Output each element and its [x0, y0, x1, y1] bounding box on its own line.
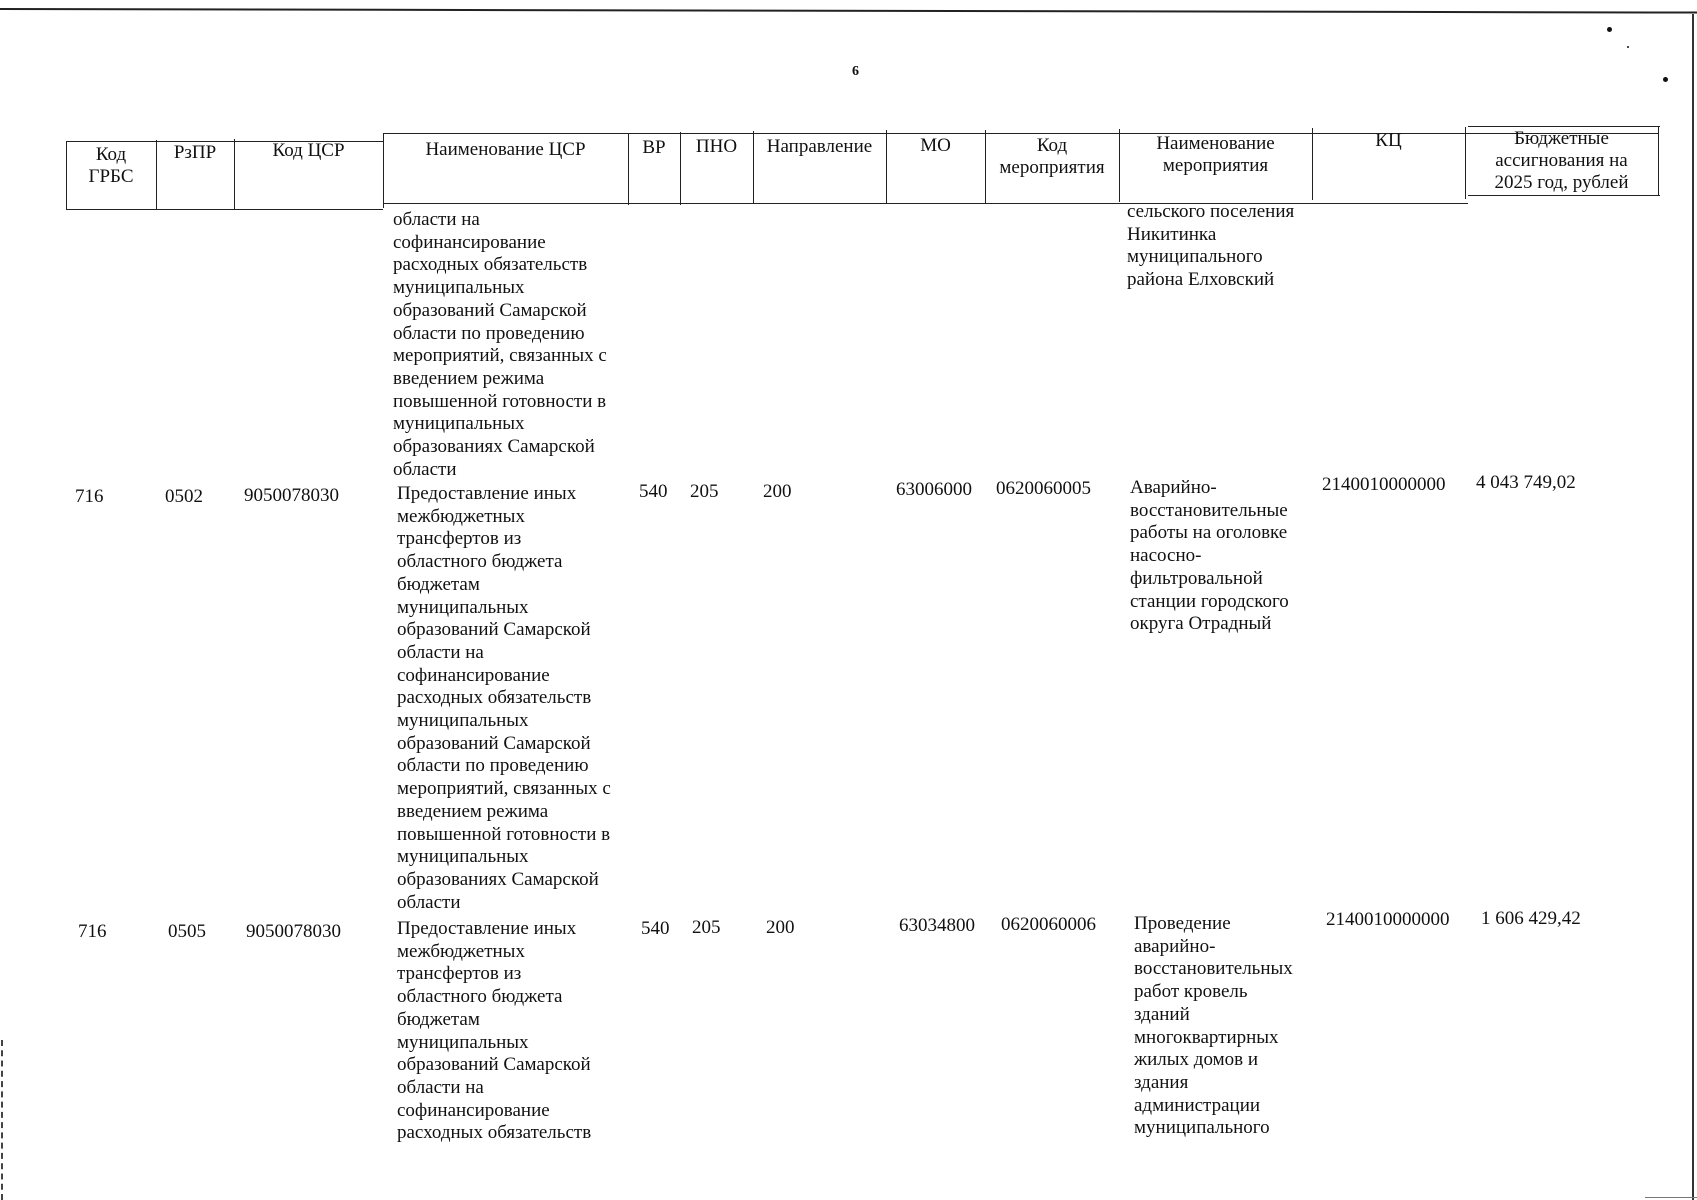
cell-event-code: 0620060005 — [996, 478, 1091, 499]
cell-mo: 63006000 — [896, 479, 972, 500]
scan-speck — [1627, 46, 1629, 48]
event-name-continuation: сельского поселения Никитинка муниципального района Елховский — [1127, 201, 1295, 291]
cell-kc: 2140010000000 — [1326, 909, 1450, 930]
header-budget: Бюджетные ассигнования на 2025 год, рублей — [1494, 128, 1629, 193]
csr-name-continuation: области на софинансирование расходных обязательств муниципальных образований Самарской области по проведению мероприятий, связанных с введением режима повышенной готовности в муниципальных образованиях Самарской области — [393, 209, 607, 480]
header-bottom-border — [1468, 195, 1660, 196]
cell-csr-name: Предоставление иных межбюджетных трансфертов из областного бюджета бюджетам муниципальных образований Самарской области на софинансирование расходных обязательств — [397, 918, 592, 1144]
cell-budget: 1 606 429,42 — [1481, 908, 1581, 929]
header-csr-name: Наименование ЦСР — [425, 139, 586, 160]
cell-event-code: 0620060006 — [1001, 914, 1096, 935]
scan-speck — [1607, 27, 1612, 32]
header-mo: МО — [920, 135, 951, 156]
cell-vr: 540 — [639, 481, 668, 502]
cell-pno: 205 — [690, 481, 719, 502]
header-bottom-border — [383, 203, 1468, 204]
scan-bottom-mark — [1645, 1197, 1697, 1198]
cell-grbs: 716 — [78, 921, 107, 942]
scan-top-edge — [0, 8, 1697, 14]
header-vr: ВР — [642, 137, 666, 158]
header-direction: Направление — [766, 136, 873, 157]
cell-rzpr: 0502 — [165, 486, 203, 507]
header-kc: КЦ — [1375, 130, 1402, 151]
header-rzpr: РзПР — [173, 142, 217, 163]
cell-event-name: Проведение аварийно- восстановительных работ кровель зданий многоквартирных жилых домов и здания администрации муниципального — [1134, 913, 1293, 1139]
header-csr-code: Код ЦСР — [272, 140, 345, 161]
cell-direction: 200 — [763, 481, 792, 502]
cell-csr-name: Предоставление иных межбюджетных трансфертов из областного бюджета бюджетам муниципальных образований Самарской области на софинансирование расходных обязательств муниципальных образований Самарской области по проведению мероприятий, связанных с введением режима повышенной готовности в муниципальных образованиях Самарской области — [397, 483, 611, 913]
scan-speck — [1663, 77, 1668, 82]
cell-event-name: Аварийно- восстановительные работы на оголовке насосно- фильтровальной станции городского округа Отрадный — [1130, 477, 1289, 635]
cell-csr-code: 9050078030 — [246, 921, 341, 942]
cell-mo: 63034800 — [899, 915, 975, 936]
header-column-border — [1658, 126, 1659, 196]
header-grbs: Код ГРБС — [88, 144, 134, 187]
header-bottom-border — [66, 209, 383, 210]
header-pno: ПНО — [695, 136, 738, 157]
header-event-name: Наименование мероприятия — [1156, 133, 1275, 176]
cell-rzpr: 0505 — [168, 921, 206, 942]
scan-left-edge — [1, 1040, 3, 1200]
cell-kc: 2140010000000 — [1322, 474, 1446, 495]
header-event-code: Код мероприятия — [999, 135, 1105, 178]
cell-grbs: 716 — [75, 486, 104, 507]
scan-right-edge — [1692, 14, 1694, 1200]
cell-pno: 205 — [692, 917, 721, 938]
header-top-border — [1468, 126, 1660, 127]
cell-budget: 4 043 749,02 — [1476, 472, 1576, 493]
cell-vr: 540 — [641, 918, 670, 939]
cell-csr-code: 9050078030 — [244, 485, 339, 506]
cell-direction: 200 — [766, 917, 795, 938]
page-number: 6 — [852, 64, 859, 79]
